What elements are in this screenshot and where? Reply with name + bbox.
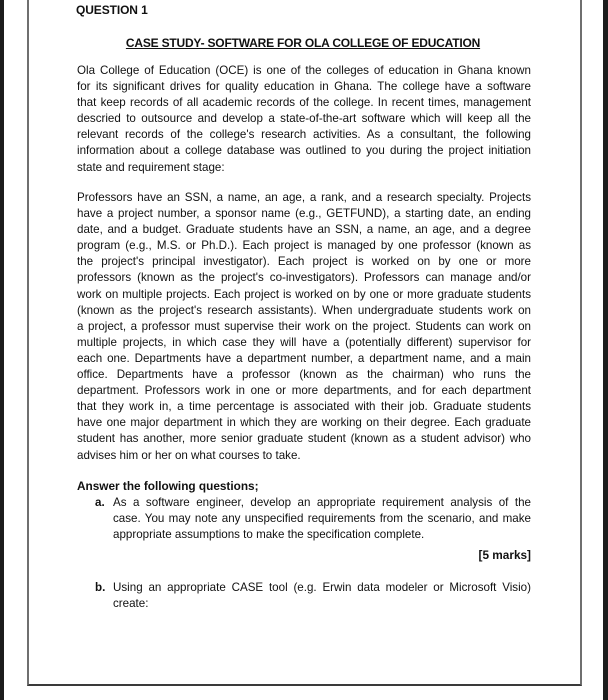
left-dark-edge [0, 0, 4, 700]
text-line: work on multiple projects. Each project is worked on by one or more graduate students [77, 287, 531, 301]
text-line: for its significant drives for quality education in Ghana. The college have a software [77, 80, 531, 94]
answer-heading: Answer the following questions; [77, 479, 259, 493]
text-line: descried to outsource and develop a state-of-the-art software which will keep all the [77, 112, 531, 126]
text-line: have a project number, a sponsor name (e.g., GETFUND), a starting date, an ending [77, 207, 531, 221]
text-line: student has another, more senior graduate student (known as a student advisor) who [77, 432, 531, 446]
text-line: relevant records of the college's research activities. As a consultant, the following [77, 128, 531, 142]
text-line: Using an appropriate CASE tool (e.g. Erwin data modeler or Microsoft Visio) [113, 581, 531, 594]
marks-label: [5 marks] [478, 548, 531, 562]
text-line: case. You may note any unspecified requirements from the scenario, and make [113, 512, 531, 526]
item-marker: b. [95, 581, 106, 594]
item-marker: a. [95, 496, 105, 509]
text-line: As a software engineer, develop an appropriate requirement analysis of the [113, 496, 531, 509]
item-body [113, 495, 531, 543]
text-line: program (e.g., M.S. or Ph.D.). Each project is managed by one professor (known as [77, 239, 531, 253]
text-line: Ola College of Education (OCE) is one of the colleges of education in Ghana known [77, 64, 531, 77]
text-line: each one. Departments have a department number, a department name, and a main [77, 351, 531, 365]
text-line: that keep records of all academic records of the college. In recent times, management [77, 96, 531, 110]
intro-paragraph [77, 63, 531, 176]
text-line: create: [113, 597, 149, 611]
item-body [113, 580, 531, 612]
text-line: appropriate assumptions to make the specification complete. [113, 528, 425, 542]
right-dark-edge [603, 0, 608, 700]
text-line: have one major department in which they are working on their degree. Each graduate [77, 416, 531, 430]
text-line: state and requirement stage: [77, 160, 225, 174]
text-line: professors (known as the project's co-investigators). Professors can manage and/or [77, 271, 531, 285]
text-line: date, and a budget. Graduate students have an SSN, a name, an age, and a degree [77, 223, 531, 237]
case-study-heading: CASE STUDY- SOFTWARE FOR OLA COLLEGE OF EDUCATION [125, 36, 481, 50]
text-line: office. Departments have a professor (known as the chairman) who runs the [77, 368, 531, 382]
text-line: information about a college database was outlined to you during the project initiation [77, 144, 531, 158]
text-line: department. Professors work in one or more departments, and for each department [77, 384, 531, 398]
text-line: multiple projects, in which case they will have a (potentially different) supervisor for [77, 335, 531, 349]
question-title: QUESTION 1 [76, 3, 148, 17]
text-line: Professors have an SSN, a name, an age, a rank, and a research specialty. Projects [77, 191, 531, 204]
scenario-paragraph [77, 190, 531, 464]
text-line: the project's principal investigator). Each project is worked on by one or more [77, 255, 531, 269]
text-line: a project, a professor must supervise their work on the project. Students can work on [77, 319, 531, 333]
text-line: that they work in, a time percentage is associated with their job. Graduate students [77, 400, 531, 414]
text-line: (known as the project's research assistants). When undergraduate students work on [77, 303, 531, 317]
text-line: advises him or her on what courses to take. [77, 448, 301, 462]
